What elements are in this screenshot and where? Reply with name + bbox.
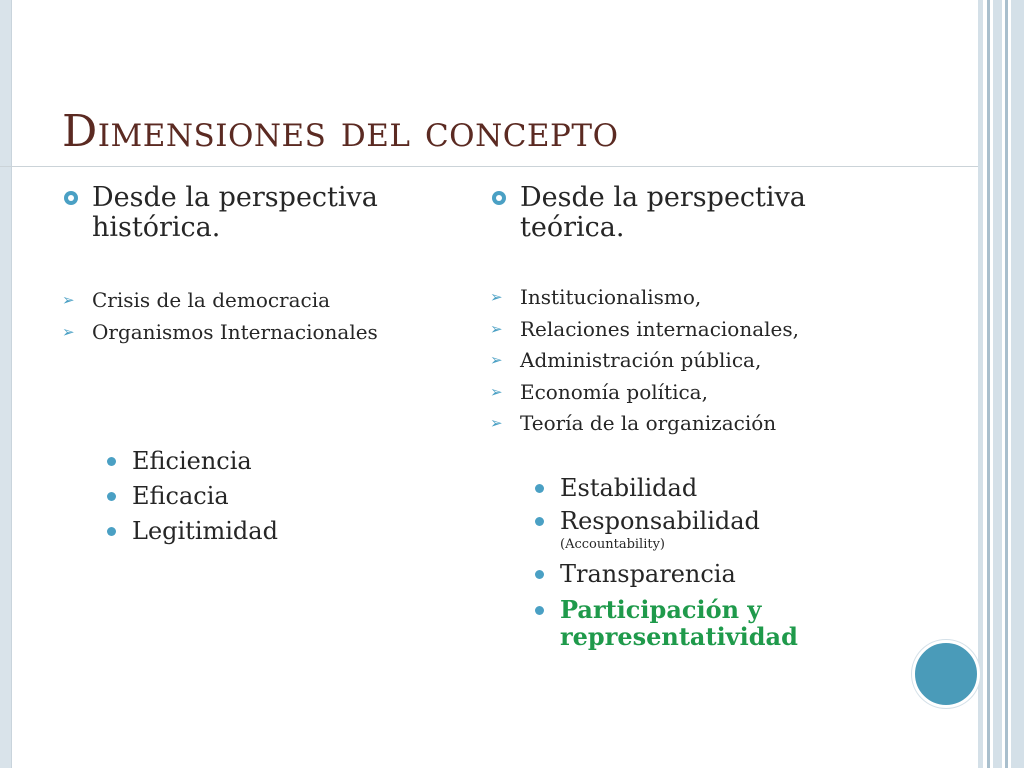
list-item-label: Eficiencia bbox=[132, 447, 252, 475]
right-sub-list bbox=[490, 282, 799, 440]
list-item bbox=[530, 472, 810, 507]
chevron-right-icon: ➢ bbox=[490, 382, 503, 401]
list-item-label: Estabilidad bbox=[560, 474, 698, 502]
chevron-right-icon: ➢ bbox=[62, 291, 75, 309]
decorative-circle bbox=[912, 640, 980, 708]
list-item-label: Institucionalismo, bbox=[520, 285, 702, 309]
list-item bbox=[490, 377, 799, 409]
list-item bbox=[490, 282, 799, 314]
dot-icon bbox=[535, 484, 544, 493]
list-item bbox=[530, 507, 810, 552]
left-frame-bar bbox=[0, 0, 12, 768]
list-item-label: Transparencia bbox=[560, 560, 736, 588]
list-item-label: Eficacia bbox=[132, 482, 229, 510]
chevron-right-icon: ➢ bbox=[62, 322, 75, 341]
left-heading-text: Desde la perspectiva histórica. bbox=[92, 182, 378, 243]
list-item-label: Relaciones internacionales, bbox=[520, 316, 800, 341]
list-item-label: Legitimidad bbox=[132, 517, 278, 545]
slide-title: Dimensiones del concepto bbox=[62, 106, 619, 157]
right-heading-text: Desde la perspectiva teórica. bbox=[520, 182, 806, 243]
stripe bbox=[987, 0, 990, 768]
dot-icon bbox=[107, 492, 116, 501]
chevron-right-icon: ➢ bbox=[490, 319, 503, 338]
chevron-right-icon: ➢ bbox=[490, 288, 503, 306]
list-item bbox=[530, 558, 810, 593]
list-item-highlight bbox=[530, 593, 810, 653]
left-values-list bbox=[102, 445, 278, 550]
list-item-label: Teoría de la organización bbox=[520, 411, 777, 435]
dot-icon bbox=[107, 527, 116, 536]
stripe bbox=[1005, 0, 1008, 768]
list-item bbox=[102, 515, 278, 550]
list-item-note: (Accountability) bbox=[560, 537, 666, 552]
circle-ring-icon bbox=[492, 191, 506, 205]
list-item-label: Organismos Internacionales bbox=[92, 319, 378, 344]
chevron-right-icon: ➢ bbox=[490, 414, 503, 432]
right-heading bbox=[520, 183, 850, 243]
list-item bbox=[490, 408, 799, 440]
stripe bbox=[978, 0, 983, 768]
dot-icon bbox=[535, 606, 544, 615]
stripe bbox=[1011, 0, 1024, 768]
left-heading bbox=[92, 183, 422, 243]
dot-icon bbox=[535, 570, 544, 579]
list-item bbox=[490, 345, 799, 377]
dot-icon bbox=[107, 457, 116, 466]
list-item-label: Crisis de la democracia bbox=[92, 288, 331, 312]
dot-icon bbox=[535, 517, 544, 526]
list-item bbox=[102, 480, 278, 515]
list-item-label: Administración pública, bbox=[520, 348, 762, 372]
left-sub-list bbox=[62, 285, 378, 348]
right-values-list bbox=[530, 472, 810, 653]
list-item bbox=[62, 285, 378, 317]
stripe bbox=[993, 0, 1002, 768]
list-item bbox=[102, 445, 278, 480]
list-item bbox=[490, 314, 799, 346]
list-item-label: Responsabilidad bbox=[560, 507, 760, 535]
list-item bbox=[62, 317, 378, 349]
list-item-label: Participación y representatividad bbox=[560, 595, 798, 651]
right-frame-stripes bbox=[978, 0, 1024, 768]
title-divider bbox=[0, 166, 978, 167]
circle-ring-icon bbox=[64, 191, 78, 205]
list-item-label: Economía política, bbox=[520, 379, 708, 404]
chevron-right-icon: ➢ bbox=[490, 351, 503, 369]
